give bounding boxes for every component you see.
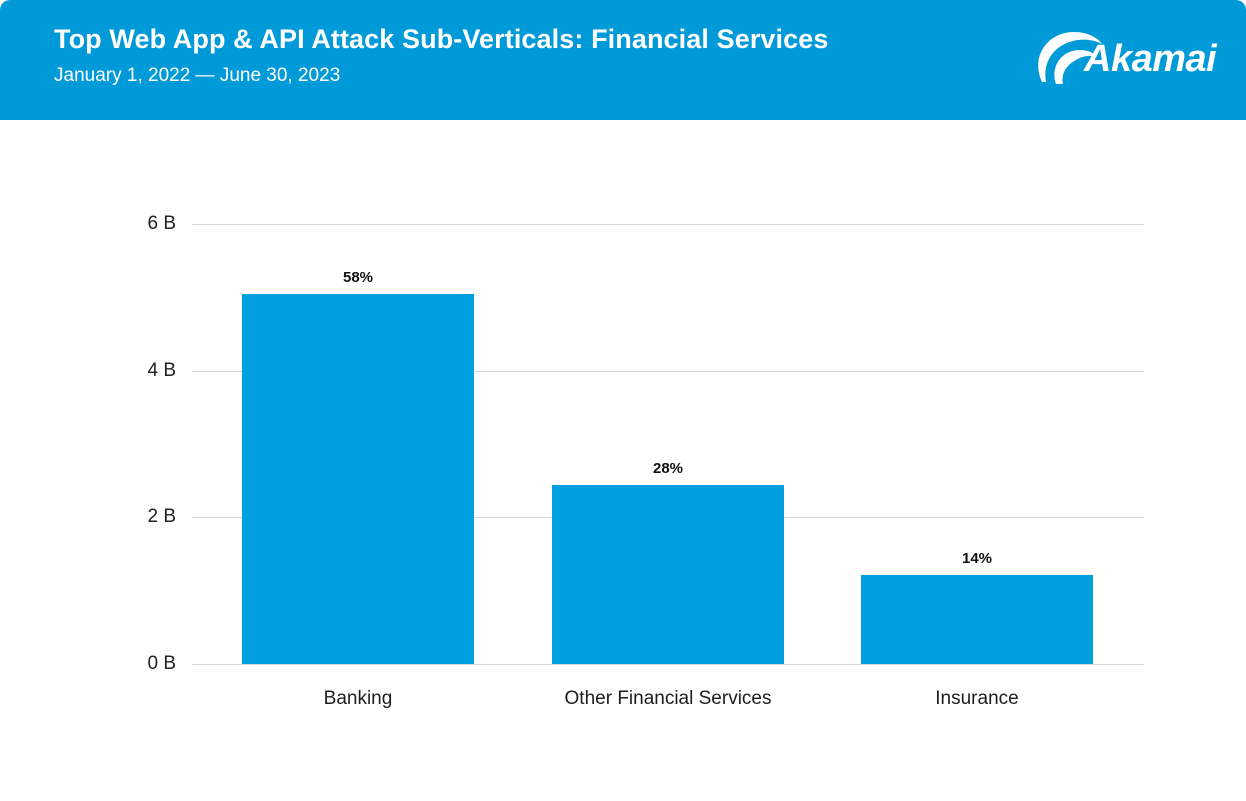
bar-label-other-financial-services: 28%: [652, 460, 684, 477]
akamai-logo: [1032, 26, 1217, 94]
y-tick-label-4b: 4 B: [147, 360, 176, 381]
date-range-subtitle: January 1, 2022 — June 30, 2023: [54, 65, 341, 86]
x-tick-label-other-financial-services: Other Financial Services: [564, 688, 772, 709]
y-tick-label-6b: 6 B: [147, 213, 176, 234]
bar-label-insurance: 14%: [961, 550, 993, 567]
bar-group-other-financial-services[interactable]: [552, 224, 784, 709]
page-title: Top Web App & API Attack Sub-Verticals: Financial Services: [54, 24, 829, 54]
bar-group-banking[interactable]: [242, 224, 474, 709]
y-tick-label-2b: 2 B: [147, 506, 176, 527]
bar-insurance[interactable]: [861, 575, 1093, 664]
chart-container: [0, 120, 1246, 801]
gridline-0b: [192, 664, 1144, 665]
bar-group-insurance[interactable]: [861, 224, 1093, 709]
bar-label-banking: 58%: [342, 269, 374, 286]
x-tick-label-banking: Banking: [323, 688, 393, 709]
header-banner: [0, 0, 1246, 120]
x-tick-label-insurance: Insurance: [935, 688, 1019, 709]
logo-wordmark: Akamai: [1084, 38, 1217, 80]
bar-other-financial-services[interactable]: [552, 485, 784, 664]
bar-banking[interactable]: [242, 294, 474, 664]
y-tick-label-0b: 0 B: [147, 653, 176, 674]
plot-area: [147, 213, 1144, 709]
bar-series: [192, 224, 1144, 709]
